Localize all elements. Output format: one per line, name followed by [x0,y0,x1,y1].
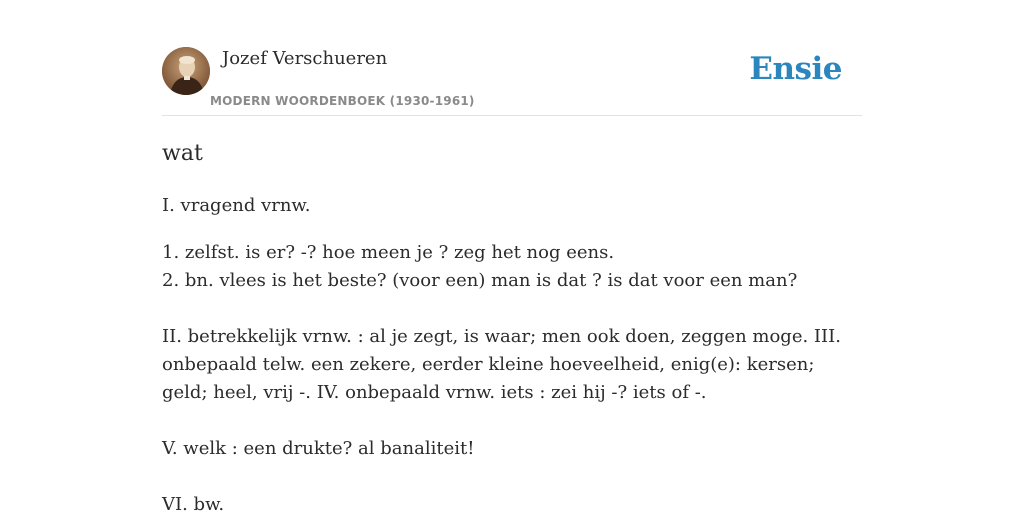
source-label[interactable]: MODERN WOORDENBOEK (1930-1961) [210,94,475,108]
header [162,46,862,116]
spacer [162,407,852,435]
author-avatar[interactable] [162,47,210,95]
entry-line: 1. zelfst. is er? -? hoe meen je ? zeg het nog eens. [162,242,615,263]
entry-line: V. welk : een drukte? al banaliteit! [162,438,475,459]
spacer [162,463,852,491]
spacer [162,295,852,323]
entry-line: 2. bn. vlees is het beste? (voor een) man is dat ? is dat voor een man? [162,270,798,291]
entry-line: I. vragend vrnw. [162,195,311,216]
author-name[interactable]: Jozef Verschueren [222,48,388,69]
ensie-logo[interactable]: Ensie [749,51,842,87]
entry-line: VI. bw. [162,494,225,515]
entry-line: II. betrekkelijk vrnw. : al je zegt, is waar; men ook doen, zeggen moge. III. onbepaald telw. een zekere, eerder kleine hoeveelheid, enig(e): kersen; geld; heel, vrij -. IV. onbepaald vrnw. iets : zei hij -? iets of -. [162,326,841,403]
author-portrait-icon [162,47,210,95]
entry-title: wat [162,141,203,166]
entry-body [162,192,852,519]
header-divider [162,115,862,116]
spacer [162,220,852,239]
